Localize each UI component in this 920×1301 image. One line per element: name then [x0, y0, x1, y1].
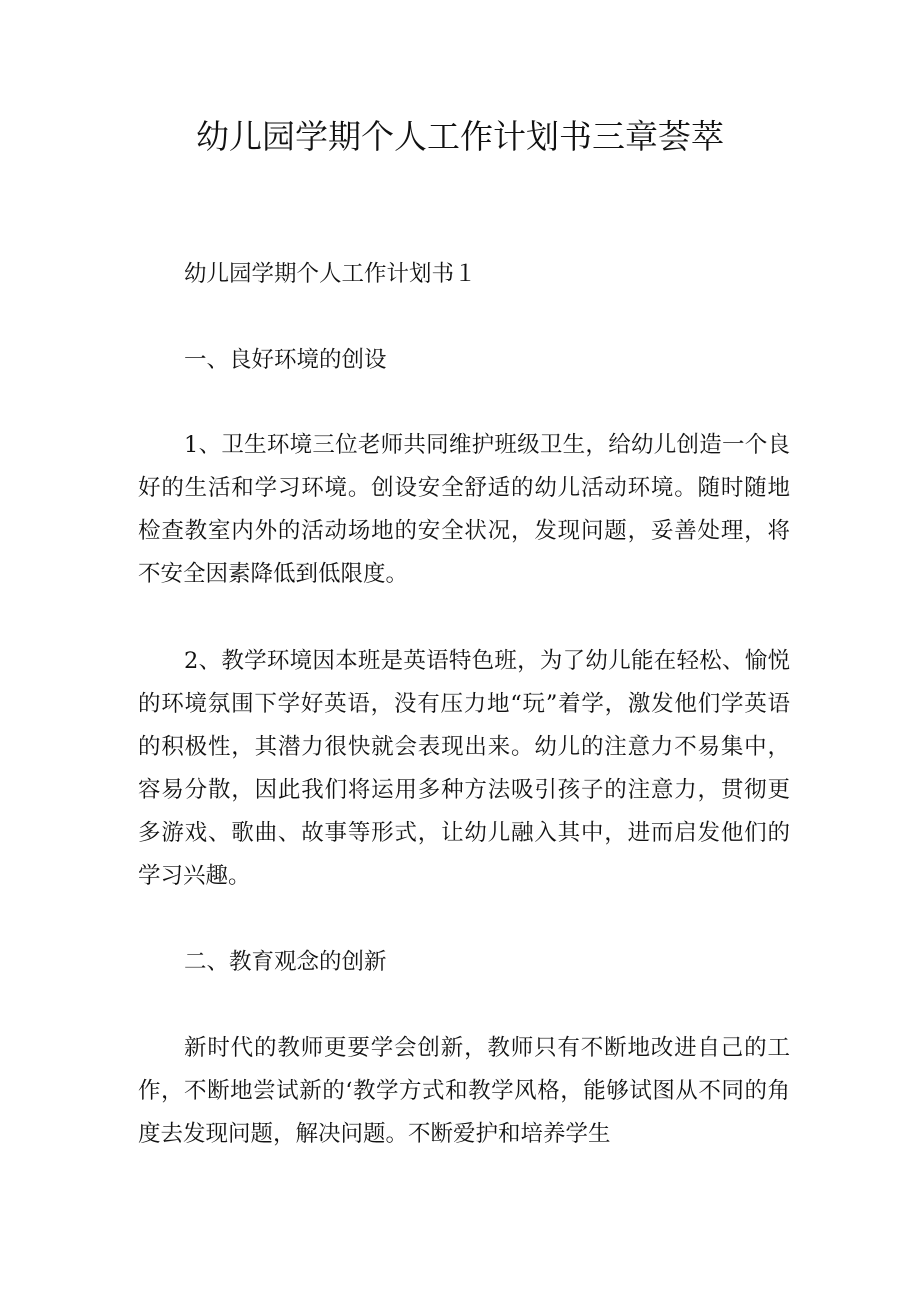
- section-heading-environment: 一、良好环境的创设: [184, 347, 387, 373]
- section-heading-education-concept: 二、教育观念的创新: [184, 949, 387, 975]
- paragraph-teaching-environment: 2、教学环境因本班是英语特色班，为了幼儿能在轻松、愉悦的环境氛围下学好英语，没有压力地“玩”着学，激发他们学英语的积极性，其潜力很快就会表现出来。幼儿的注意力不易集中，容易分散，因此我们将运用多种方法吸引孩子的注意力，贯彻更多游戏、歌曲、故事等形式，让幼儿融入其中，进而启发他们的学习兴趣。: [138, 648, 790, 889]
- paragraph-hygiene-environment: 1、卫生环境三位老师共同维护班级卫生，给幼儿创造一个良好的生活和学习环境。创设安全舒适的幼儿活动环境。随时随地检查教室内外的活动场地的安全状况，发现问题，妥善处理，将不安全因素降低到低限度。: [138, 432, 790, 587]
- plan-subtitle: 幼儿园学期个人工作计划书１: [184, 261, 477, 287]
- document-title: 幼儿园学期个人工作计划书三章荟萃: [196, 117, 724, 156]
- paragraph-teacher-innovation: 新时代的教师更要学会创新，教师只有不断地改进自己的工作，不断地尝试新的‘教学方式和教学风格，能够试图从不同的角度去发现问题，解决问题。不断爱护和培养学生: [138, 1035, 790, 1147]
